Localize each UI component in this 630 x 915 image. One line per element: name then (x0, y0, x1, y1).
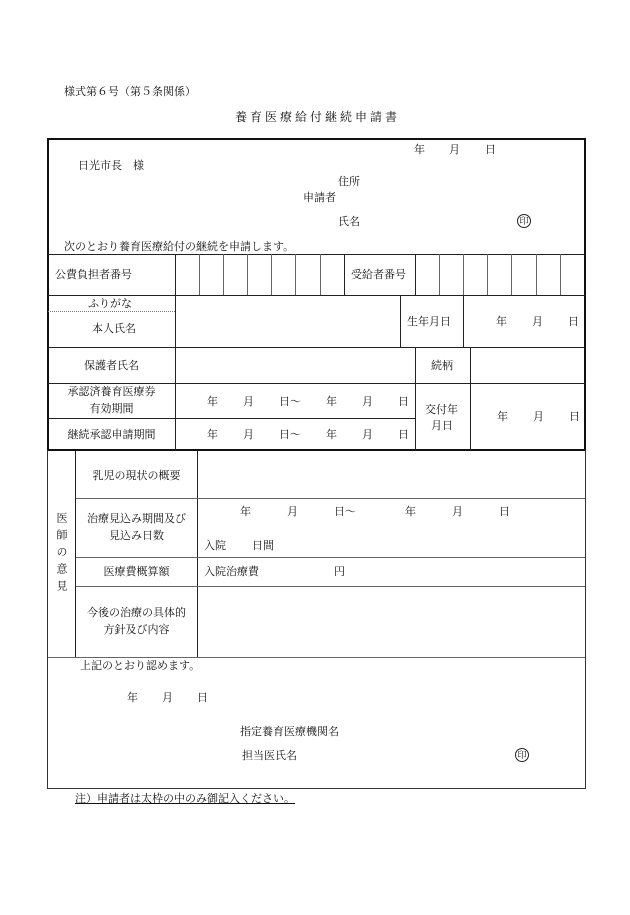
date-year: 年 (414, 143, 425, 156)
date-day: 日 (485, 143, 496, 156)
doctor-seal-icon: 印 (515, 748, 529, 762)
range2-month-from: 月 (243, 428, 254, 441)
doctor-name-label: 担当医氏名 (242, 749, 297, 762)
range1-day-from: 日～ (279, 395, 301, 408)
treat-day-to: 日 (499, 505, 510, 518)
policy-label-1: 今後の治療の具体的 (87, 606, 186, 619)
treat-month-to: 月 (452, 505, 463, 518)
range2-day-from: 日～ (279, 428, 301, 441)
approved-ticket-label-2: 有効期間 (89, 402, 134, 415)
birth-day: 日 (568, 315, 579, 328)
public-payer-number-label: 公費負担者番号 (55, 268, 132, 281)
range2-year-from: 年 (207, 428, 218, 441)
days-label: 日間 (252, 539, 274, 552)
cert-year: 年 (127, 691, 138, 704)
issue-month: 月 (533, 410, 544, 423)
name-label: 氏名 (338, 215, 360, 228)
policy-label-2: 方針及び内容 (103, 623, 170, 636)
treat-year-to: 年 (405, 505, 416, 518)
request-text: 次のとおり養育医療給付の継続を申請します。 (64, 240, 295, 253)
applicant-seal-icon: 印 (517, 214, 531, 228)
form-title: 養育医療給付継続申請書 (235, 110, 401, 124)
birth-month: 月 (532, 315, 543, 328)
issue-date-label-2: 月日 (431, 419, 453, 432)
range2-day-to: 日 (398, 428, 409, 441)
patient-name-label: 本人氏名 (92, 322, 136, 335)
institution-label: 指定養育医療機関名 (240, 725, 339, 738)
note: 注）申請者は太枠の中のみ御記入ください。 (75, 792, 295, 805)
issue-year: 年 (497, 410, 508, 423)
treat-year-from: 年 (240, 505, 251, 518)
range1-month-from: 月 (243, 395, 254, 408)
doctor-opinion-vertical-label: 医師の意見 (55, 512, 68, 597)
treatment-period-label-2: 見込み日数 (109, 529, 164, 542)
range1-year-to: 年 (326, 395, 337, 408)
range1-month-to: 月 (362, 395, 373, 408)
treatment-period-label-1: 治療見込み期間及び (87, 512, 186, 525)
issue-date-label-1: 交付年 (425, 403, 458, 416)
certification-text: 上記のとおり認めます。 (80, 659, 201, 672)
birthdate-label: 生年月日 (407, 315, 451, 328)
range2-year-to: 年 (326, 428, 337, 441)
current-condition-label: 乳児の現状の概要 (92, 469, 181, 482)
continuation-period-label: 継続承認申請期間 (67, 428, 156, 441)
cost-label: 医療費概算額 (103, 565, 170, 578)
hospitalization-label: 入院 (204, 539, 226, 552)
birth-year: 年 (496, 315, 507, 328)
yen-label: 円 (334, 565, 345, 578)
inpatient-cost-label: 入院治療費 (204, 565, 259, 578)
range2-month-to: 月 (362, 428, 373, 441)
treat-day-from: 日～ (334, 505, 356, 518)
address-label: 住所 (338, 175, 360, 188)
addressee: 日光市長 様 (78, 159, 144, 172)
cert-month: 月 (162, 691, 173, 704)
recipient-number-label: 受給者番号 (351, 268, 406, 281)
relationship-label: 続柄 (431, 359, 453, 372)
treat-month-from: 月 (287, 505, 298, 518)
applicant-label: 申請者 (303, 191, 336, 204)
cert-day: 日 (197, 691, 208, 704)
approved-ticket-label-1: 承認済養育医療券 (67, 385, 156, 398)
range1-year-from: 年 (207, 395, 218, 408)
date-month: 月 (449, 143, 460, 156)
guardian-name-label: 保護者氏名 (84, 359, 139, 372)
doctor-frame (47, 450, 586, 789)
range1-day-to: 日 (398, 395, 409, 408)
form-label: 様式第６号（第５条関係） (64, 85, 196, 98)
furigana-label: ふりがな (88, 297, 132, 310)
issue-day: 日 (569, 410, 580, 423)
